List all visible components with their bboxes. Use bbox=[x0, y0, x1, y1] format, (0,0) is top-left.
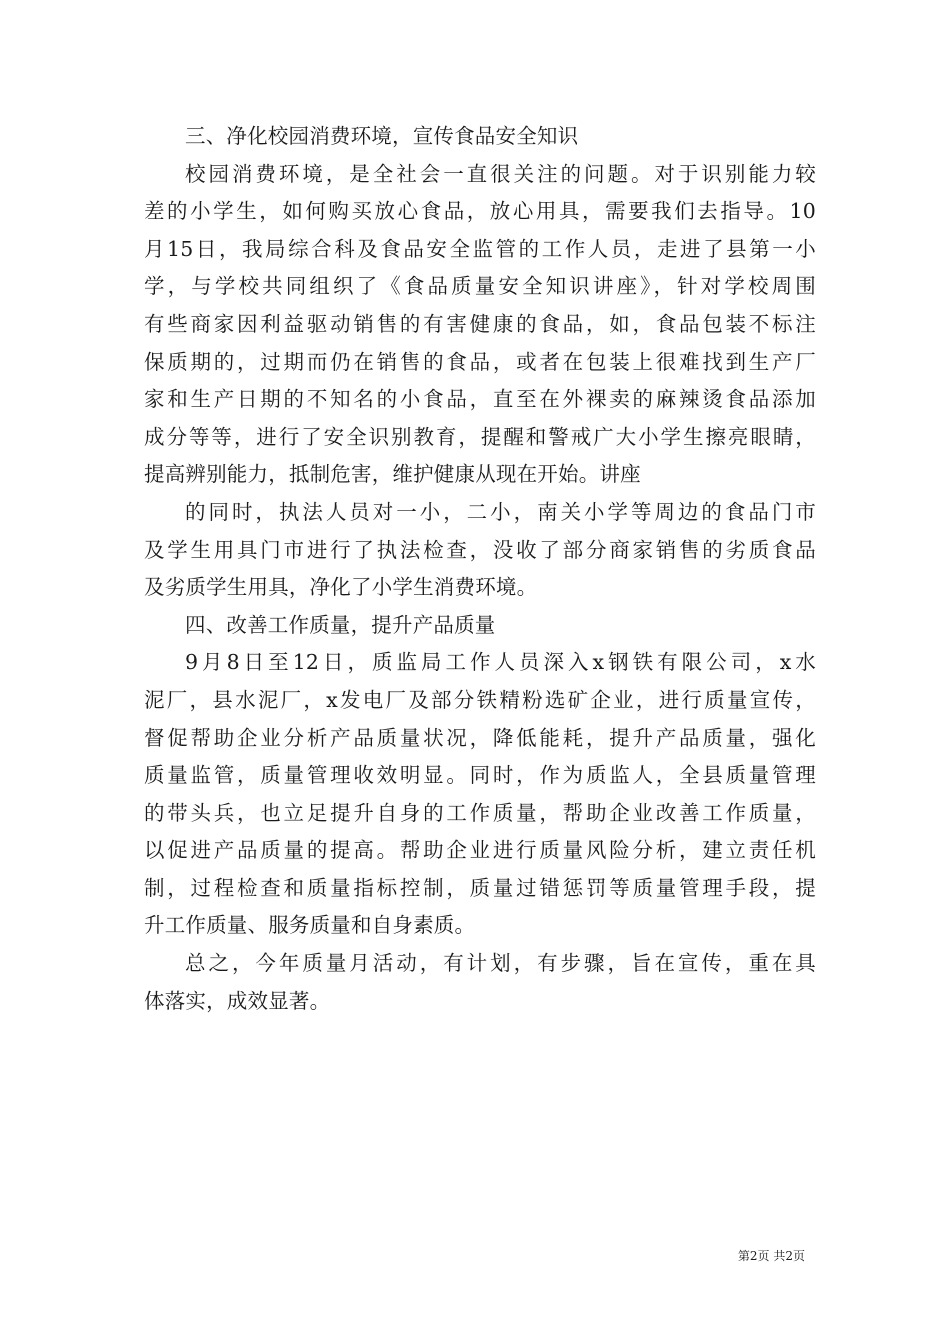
paragraph-line: 家和生产日期的不知名的小食品，直至在外裸卖的麻辣烫食品添加 bbox=[144, 387, 816, 412]
paragraph-line: 有些商家因利益驱动销售的有害健康的食品，如，食品包装不标注 bbox=[144, 311, 816, 336]
paragraph-line: 督促帮助企业分析产品质量状况，降低能耗，提升产品质量，强化 bbox=[144, 725, 816, 750]
paragraph-line: 月15日，我局综合科及食品安全监管的工作人员，走进了县第一小 bbox=[144, 236, 816, 261]
page-number-footer: 第2页 共2页 bbox=[737, 1249, 805, 1263]
paragraph-line: 制，过程检查和质量指标控制，质量过错惩罚等质量管理手段，提 bbox=[144, 875, 816, 900]
section-heading-4: 四、改善工作质量，提升产品质量 bbox=[185, 612, 496, 637]
paragraph-line: 升工作质量、服务质量和自身素质。 bbox=[144, 913, 476, 938]
paragraph-line: 泥厂，县水泥厂，x发电厂及部分铁精粉选矿企业，进行质量宣传， bbox=[144, 687, 816, 712]
paragraph-line: 及劣质学生用具，净化了小学生消费环境。 bbox=[144, 575, 538, 600]
paragraph-line: 成分等等，进行了安全识别教育，提醒和警戒广大小学生擦亮眼睛， bbox=[144, 424, 816, 449]
paragraph-line: 质量监管，质量管理收效明显。同时，作为质监人，全县质量管理 bbox=[144, 763, 816, 788]
paragraph-line: 校园消费环境，是全社会一直很关注的问题。对于识别能力较 bbox=[185, 161, 816, 186]
paragraph-line: 以促进产品质量的提高。帮助企业进行质量风险分析，建立责任机 bbox=[144, 838, 816, 863]
paragraph-line: 9月8日至12日，质监局工作人员深入x钢铁有限公司，x水 bbox=[185, 650, 816, 675]
paragraph-line: 差的小学生，如何购买放心食品，放心用具，需要我们去指导。10 bbox=[144, 199, 816, 224]
paragraph-line: 保质期的，过期而仍在销售的食品，或者在包装上很难找到生产厂 bbox=[144, 349, 816, 374]
paragraph-line: 的同时，执法人员对一小，二小，南关小学等周边的食品门市 bbox=[185, 499, 816, 524]
paragraph-line: 提高辨别能力，抵制危害，维护健康从现在开始。讲座 bbox=[144, 462, 641, 487]
paragraph-line: 总之，今年质量月活动，有计划，有步骤，旨在宣传，重在具 bbox=[185, 951, 816, 976]
paragraph-line: 学，与学校共同组织了《食品质量安全知识讲座》，针对学校周围 bbox=[144, 274, 816, 299]
paragraph-line: 的带头兵，也立足提升自身的工作质量，帮助企业改善工作质量， bbox=[144, 800, 816, 825]
paragraph-line: 体落实，成效显著。 bbox=[144, 988, 331, 1013]
section-heading-3: 三、净化校园消费环境，宣传食品安全知识 bbox=[185, 124, 579, 148]
document-body bbox=[144, 118, 816, 1020]
paragraph-line: 及学生用具门市进行了执法检查，没收了部分商家销售的劣质食品 bbox=[144, 537, 816, 562]
